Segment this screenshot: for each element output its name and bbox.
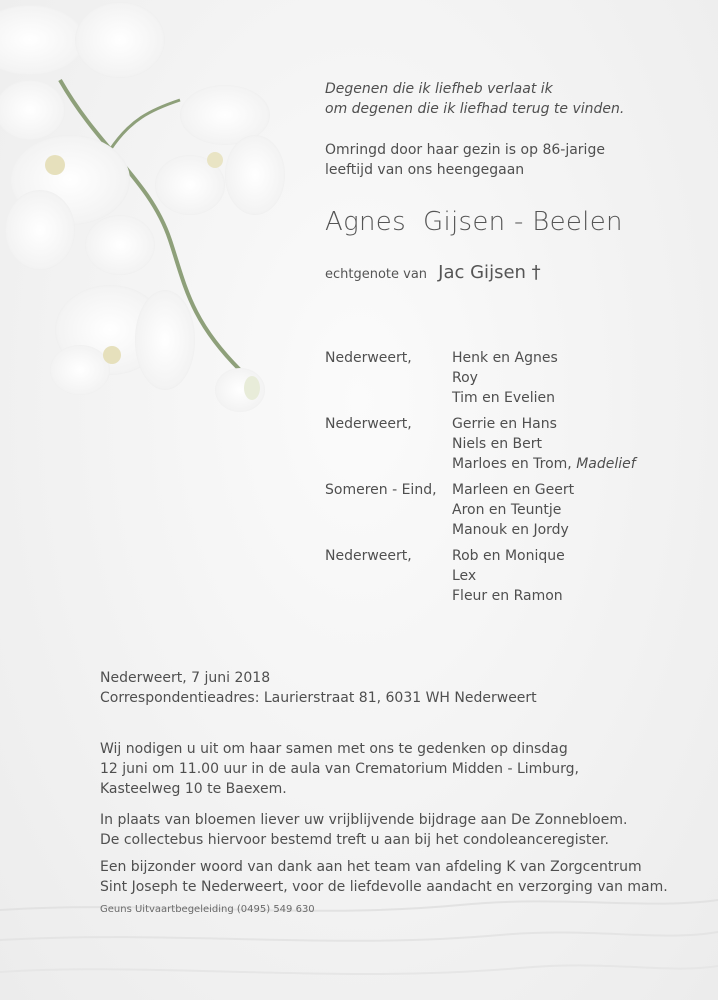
family-member: Rob en Monique xyxy=(452,548,565,564)
intro-line-1: Omringd door haar gezin is op 86-jarige xyxy=(325,142,605,158)
family-member: Lex xyxy=(452,568,477,584)
family-members xyxy=(452,546,565,606)
poem-line-1: Degenen die ik liefheb verlaat ik xyxy=(325,81,553,97)
family-place: Someren - Eind, xyxy=(325,482,437,498)
thanks-text xyxy=(100,857,668,897)
spouse-name: Jac Gijsen † xyxy=(438,262,541,283)
family-member: Gerrie en Hans xyxy=(452,416,557,432)
family-group xyxy=(325,546,705,606)
family-list xyxy=(325,348,705,612)
thanks-line-1: Een bijzonder woord van dank aan het team van afdeling K van Zorgcentrum xyxy=(100,859,642,875)
family-member-name: Marloes en Trom, xyxy=(452,456,577,472)
family-member: Aron en Teuntje xyxy=(452,502,562,518)
family-member: Roy xyxy=(452,370,478,386)
family-member: Fleur en Ramon xyxy=(452,588,563,604)
spouse-line xyxy=(325,262,541,283)
poem-line-2: om degenen die ik liefhad terug te vinden. xyxy=(325,101,625,117)
family-member: Tim en Evelien xyxy=(452,390,556,406)
invitation-line-3: Kasteelweg 10 te Baexem. xyxy=(100,781,287,797)
spouse-prefix: echtgenote van xyxy=(325,267,428,282)
thanks-line-2: Sint Joseph te Nederweert, voor de liefdevolle aandacht en verzorging van mam. xyxy=(100,879,668,895)
donation-line-1: In plaats van bloemen liever uw vrijblijvende bijdrage aan De Zonnebloem. xyxy=(100,812,628,828)
family-place: Nederweert, xyxy=(325,416,412,432)
family-members xyxy=(452,480,574,540)
family-member xyxy=(452,454,636,474)
family-member: Marleen en Geert xyxy=(452,482,575,498)
water-ripples-decoration xyxy=(0,880,718,1000)
donation-text xyxy=(100,810,660,850)
family-members xyxy=(452,414,636,474)
deceased-name: Agnes Gijsen - Beelen xyxy=(325,207,623,237)
family-member: Niels en Bert xyxy=(452,436,543,452)
invitation-line-1: Wij nodigen u uit om haar samen met ons te gedenken op dinsdag xyxy=(100,741,568,757)
donation-line-2: De collectebus hiervoor bestemd treft u aan bij het condoleanceregister. xyxy=(100,832,609,848)
intro-text xyxy=(325,140,605,180)
family-members xyxy=(452,348,558,408)
family-member: Manouk en Jordy xyxy=(452,522,569,538)
invitation-text xyxy=(100,739,660,799)
family-group xyxy=(325,414,705,474)
family-member-grandchild: Madelief xyxy=(576,456,636,472)
undertaker-credit: Geuns Uitvaartbegeleiding (0495) 549 630 xyxy=(100,904,315,915)
family-group xyxy=(325,480,705,540)
poem xyxy=(325,79,624,119)
family-place: Nederweert, xyxy=(325,350,412,366)
family-group xyxy=(325,348,705,408)
place-date: Nederweert, 7 juni 2018 xyxy=(100,670,271,686)
invitation-line-2: 12 juni om 11.00 uur in de aula van Crematorium Midden - Limburg, xyxy=(100,761,579,777)
family-place: Nederweert, xyxy=(325,548,412,564)
family-member: Henk en Agnes xyxy=(452,350,558,366)
place-and-address xyxy=(100,668,660,708)
correspondence-address: Correspondentieadres: Laurierstraat 81, 6031 WH Nederweert xyxy=(100,690,537,706)
intro-line-2: leeftijd van ons heengegaan xyxy=(325,162,525,178)
white-orchid-icon xyxy=(0,0,300,430)
